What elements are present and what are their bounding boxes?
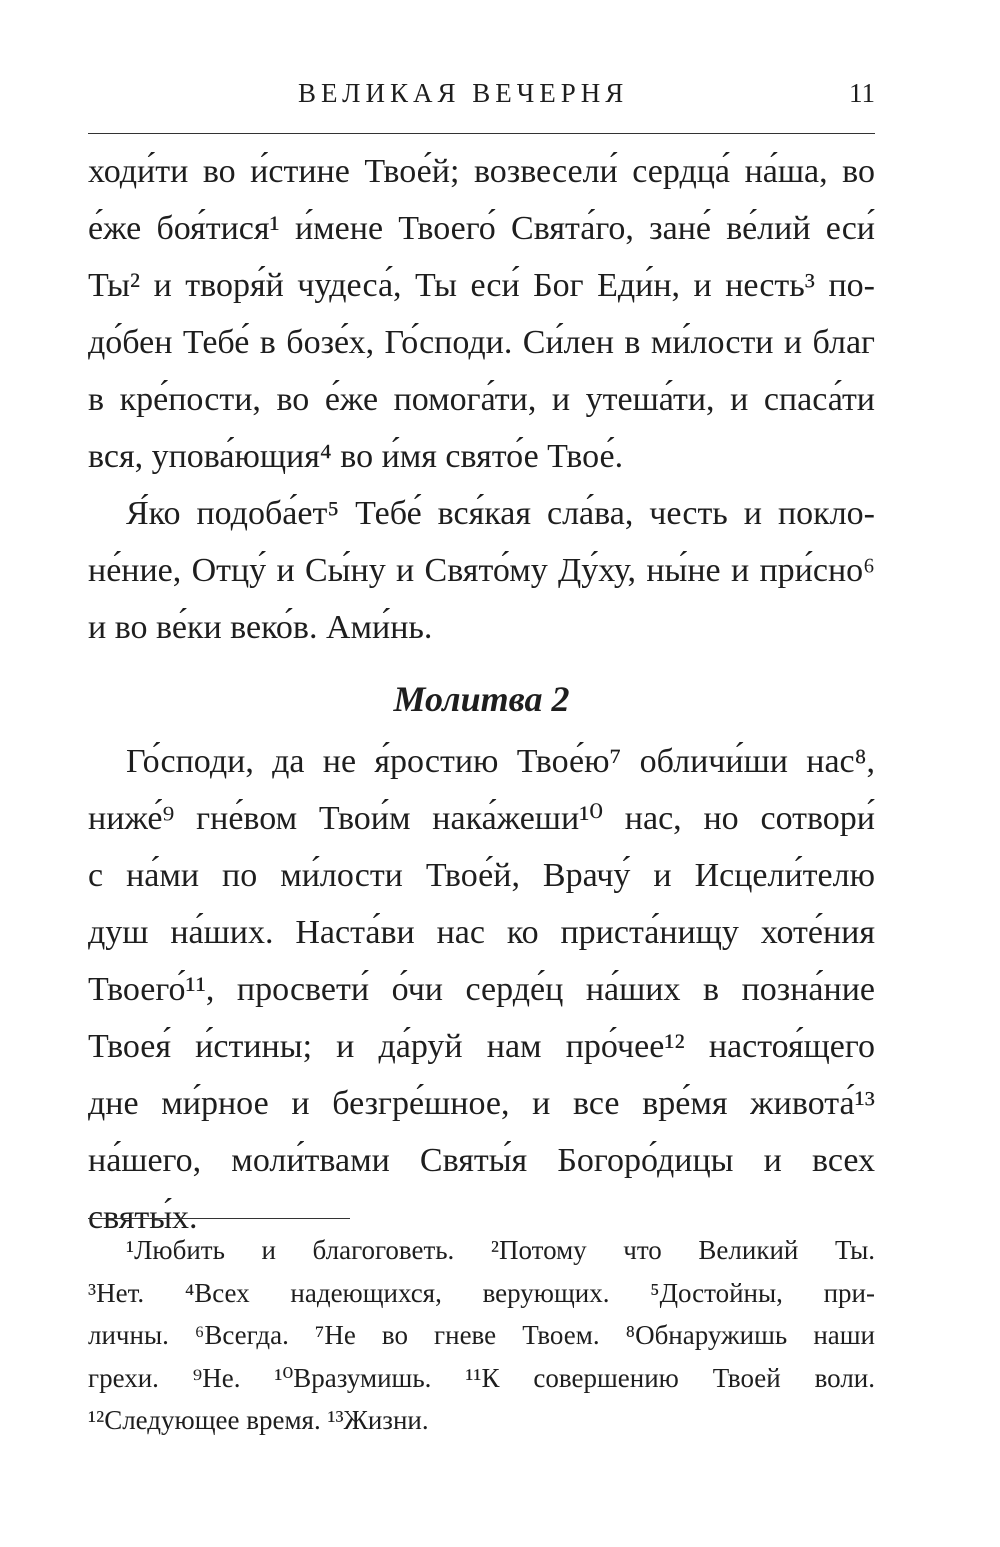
text-line: Го́споди, да не я́ростию Твое́ю⁷ обличи́ши нас⁸, bbox=[126, 743, 875, 780]
page-number: 11 bbox=[849, 78, 875, 108]
text-line: с на́ми по ми́лости Твое́й, Врачу́ и Исцели́телю bbox=[88, 857, 875, 894]
text-line: вся, упова́ющия⁴ во и́мя свято́е Твое́. bbox=[88, 438, 624, 475]
text-line: душ на́ших. Наста́ви нас ко приста́нищу хоте́ния bbox=[88, 914, 875, 951]
text-line: Ты² и творя́й чудеса́, Ты еси́ Бог Еди́н, и несть³ по- bbox=[88, 267, 875, 304]
text-line: Твоего́¹¹, просвети́ о́чи серде́ц на́ших в позна́ние bbox=[88, 971, 875, 1008]
footnote-line: грехи. ⁹Не. ¹⁰Вразумишь. ¹¹К совершению Твоей воли. bbox=[88, 1362, 875, 1393]
footnote-rule bbox=[88, 1218, 350, 1219]
text-line: на́шего, моли́твами Святы́я Богоро́дицы и всех bbox=[88, 1142, 875, 1179]
text-line: ходи́ти во и́стине Твое́й; возвесели́ сердца́ на́ша, во bbox=[88, 153, 875, 190]
text-line: и во ве́ки веко́в. Ами́нь. bbox=[88, 609, 433, 646]
text-line: до́бен Тебе́ в бозе́х, Го́споди. Си́лен в ми́лости и благ bbox=[88, 324, 875, 361]
page-body bbox=[88, 143, 875, 1246]
footnote-line: личны. ⁶Всегда. ⁷Не во гневе Твоем. ⁸Обнаружишь наши bbox=[88, 1320, 875, 1350]
footnote-line: ¹²Следующее время. ¹³Жизни. bbox=[88, 1405, 429, 1435]
text-line: ниже́⁹ гне́вом Твои́м нака́жеши¹⁰ нас, но сотвори́ bbox=[88, 800, 875, 837]
section-heading: Молитва 2 bbox=[393, 679, 570, 719]
text-line: в кре́пости, во е́же помога́ти, и утеша́ти, и спаса́ти bbox=[88, 381, 875, 418]
header-rule bbox=[88, 133, 875, 134]
running-header bbox=[88, 78, 875, 122]
text-line: Твоея́ и́стины; и да́руй нам про́чее¹² настоя́щего bbox=[88, 1028, 875, 1065]
footnote-line: ³Нет. ⁴Всех надеющихся, верующих. ⁵Достойны, при- bbox=[88, 1277, 875, 1308]
footnotes bbox=[88, 1229, 875, 1442]
text-line: Я́ко подоба́ет⁵ Тебе́ вся́кая сла́ва, честь и покло- bbox=[126, 495, 875, 532]
text-line: е́же боя́тися¹ и́мене Твоего́ Свята́го, зане́ ве́лий еси́ bbox=[88, 210, 875, 247]
footnote-line: ¹Любить и благоговеть. ²Потому что Великий Ты. bbox=[126, 1235, 875, 1265]
text-line: дне ми́рное и безгре́шное, и все вре́мя живота́¹³ bbox=[88, 1085, 875, 1122]
running-title: ВЕЛИКАЯ ВЕЧЕРНЯ bbox=[298, 78, 629, 108]
text-line: святы́х. bbox=[88, 1199, 198, 1236]
text-line: не́ние, Отцу́ и Сы́ну и Свято́му Ду́ху, ны́не и при́сно⁶ bbox=[88, 552, 875, 589]
